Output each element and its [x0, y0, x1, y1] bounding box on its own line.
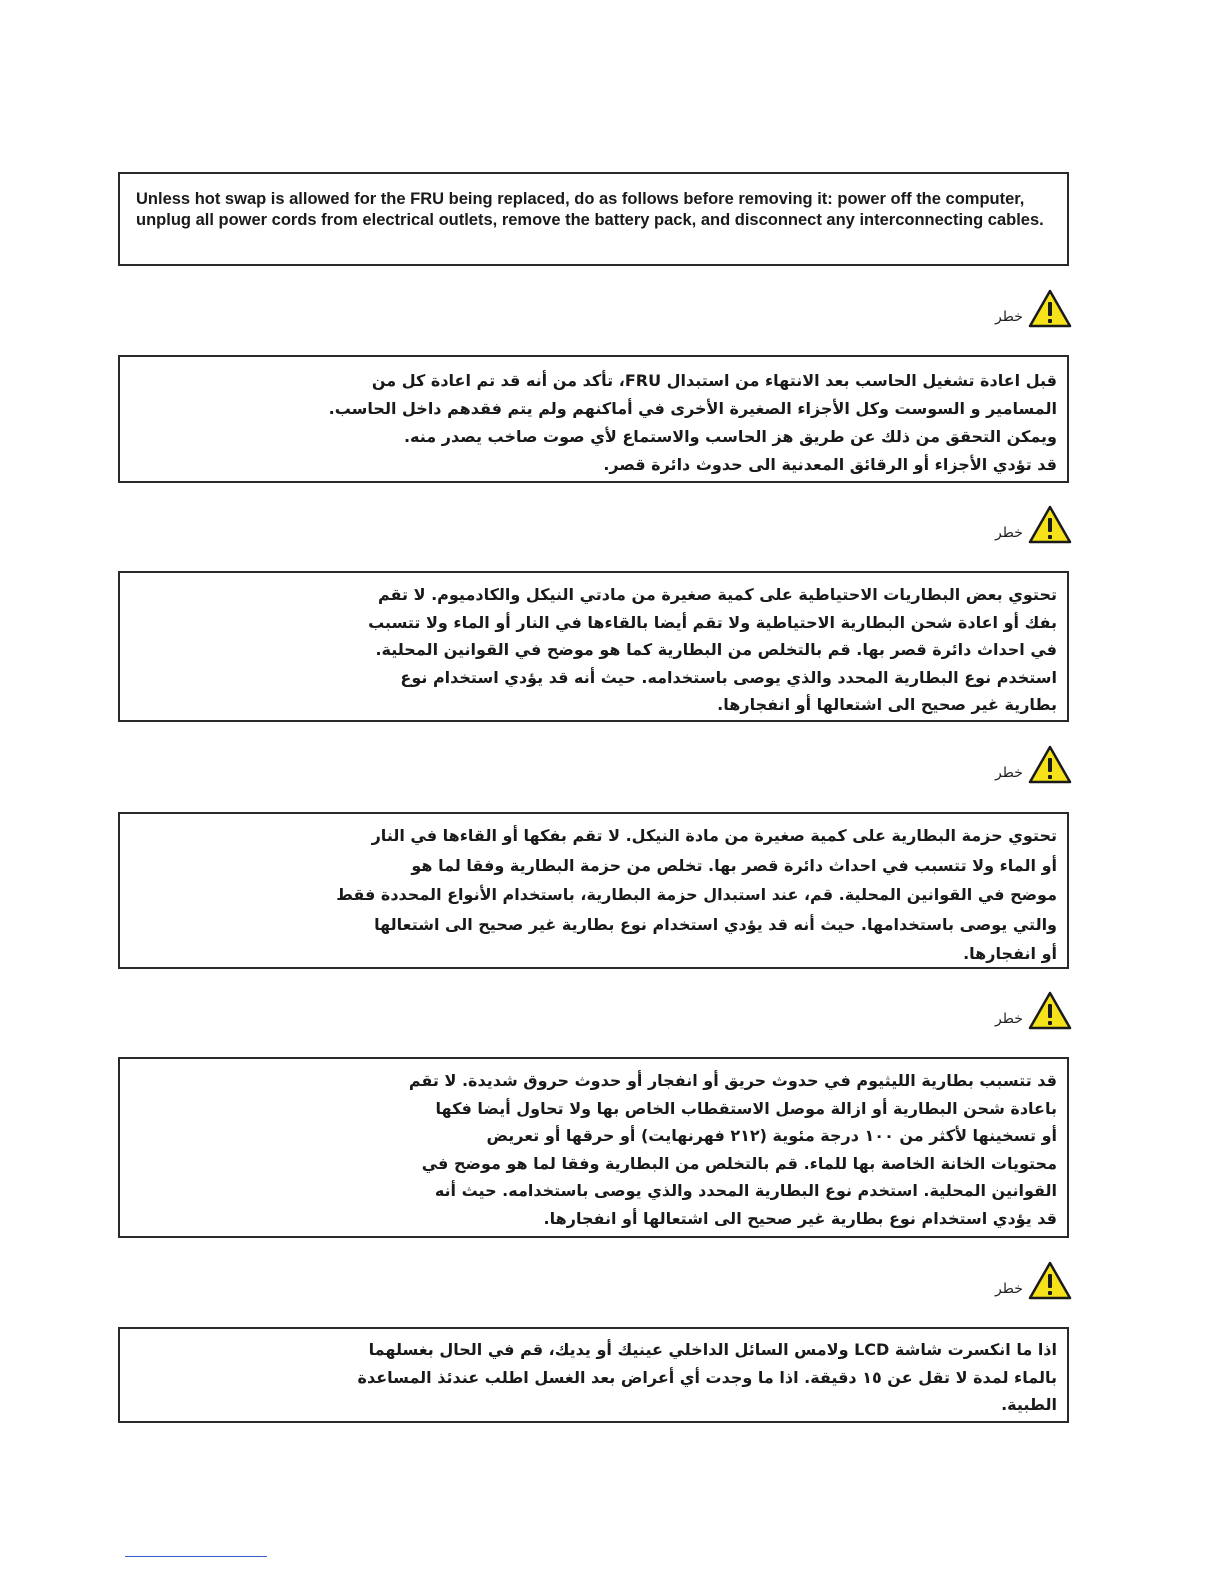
danger-label: خطر: [995, 309, 1023, 325]
danger-3-line: تحتوي حزمة البطارية على كمية صغيرة من مادة النيكل. لا تقم بفكها أو القاءها في النار: [371, 826, 1057, 845]
danger-4-line: القوانين المحلية. استخدم نوع البطارية المحدد والذي يوصى باستخدامه. حيث أنه: [434, 1181, 1057, 1200]
warning-triangle-icon: [1028, 505, 1072, 545]
danger-5-line: بالماء لمدة لا تقل عن ١٥ دقيقة. اذا ما وجدت أي أعراض بعد الغسل اطلب عندئذ المساعدة: [357, 1367, 1057, 1387]
danger-2-line: استخدم نوع البطارية المحدد والذي يوصى باستخدامه. حيث أنه قد يؤدي استخدام نوع: [400, 667, 1057, 687]
warning-triangle-icon: [1028, 1261, 1072, 1301]
danger-box-1: [118, 355, 1069, 483]
danger-1-line: قبل اعادة تشغيل الحاسب بعد الانتهاء من استبدال FRU، تأكد من أنه قد تم اعادة كل من: [371, 371, 1057, 390]
danger-heading-3: [995, 745, 1075, 787]
danger-box-4: [118, 1057, 1069, 1238]
danger-1-line: ويمكن التحقق من ذلك عن طريق هز الحاسب والاستماع لأي صوت صاخب يصدر منه.: [403, 427, 1057, 446]
danger-1-line: قد تؤدي الأجزاء أو الرقائق المعدنية الى حدوث دائرة قصر.: [603, 455, 1057, 474]
danger-4-line: باعادة شحن البطارية أو ازالة موصل الاستقطاب الخاص بها ولا تحاول أيضا فكها: [435, 1098, 1057, 1118]
warning-triangle-icon: [1028, 745, 1072, 785]
danger-heading-2: [995, 505, 1075, 547]
danger-4-line: قد تتسبب بطارية الليثيوم في حدوث حريق أو انفجار أو حدوث حروق شديدة. لا تقم: [408, 1071, 1057, 1090]
danger-4-line: أو تسخينها لأكثر من ١٠٠ درجة مئوية (٢١٢ فهرنهايت) أو حرقها أو تعريض: [486, 1126, 1057, 1145]
danger-box-2: [118, 571, 1069, 722]
danger-2-line: بطارية غير صحيح الى اشتعالها أو انفجارها.: [717, 695, 1057, 714]
danger-4-line: محتويات الخانة الخاصة بها للماء. قم بالتخلص من البطارية وفقا لما هو موضح في: [421, 1153, 1057, 1173]
danger-heading-5: [995, 1261, 1075, 1303]
danger-5-line: اذا ما انكسرت شاشة LCD ولامس السائل الداخلي عينيك أو يديك، قم في الحال بغسلهما: [368, 1340, 1057, 1359]
danger-2-line: بفك أو اعادة شحن البطارية الاحتياطية ولا تقم أيضا بالقاءها في النار أو الماء ولا تتسبب: [368, 612, 1057, 632]
danger-box-3: [118, 812, 1069, 969]
danger-4-line: قد يؤدي استخدام نوع بطارية غير صحيح الى اشتعالها أو انفجارها.: [543, 1208, 1057, 1228]
danger-heading-1: [995, 289, 1075, 331]
danger-3-line: والتي يوصى باستخدامها. حيث أنه قد يؤدي استخدام نوع بطارية غير صحيح الى اشتعالها: [374, 914, 1057, 934]
footer-divider: [125, 1556, 267, 1557]
danger-3-line: أو انفجارها.: [963, 944, 1057, 963]
danger-1-line: المسامير و السوست وكل الأجزاء الصغيرة الأخرى في أماكنهم ولم يتم فقدهم داخل الحاسب.: [328, 399, 1057, 418]
danger-label: خطر: [995, 525, 1023, 541]
hot-swap-notice-text: Unless hot swap is allowed for the FRU being replaced, do as follows before removing it: power off the computer, unplug all power cords from electrical outlets, remove the battery pack, and disconnect any interconnecting cables.: [136, 190, 1044, 229]
danger-3-line: موضح في القوانين المحلية. قم، عند استبدال حزمة البطارية، باستخدام الأنواع المحددة فقط: [336, 885, 1057, 904]
hot-swap-notice: [118, 172, 1069, 266]
danger-heading-4: [995, 991, 1075, 1033]
danger-label: خطر: [995, 1281, 1023, 1297]
danger-3-line: أو الماء ولا تتسبب في احداث دائرة قصر بها. تخلص من حزمة البطارية وفقا لما هو: [411, 855, 1057, 875]
warning-triangle-icon: [1028, 991, 1072, 1031]
danger-box-5: [118, 1327, 1069, 1423]
danger-2-line: تحتوي بعض البطاريات الاحتياطية على كمية صغيرة من مادتي النيكل والكادميوم. لا تقم: [377, 585, 1057, 604]
danger-label: خطر: [995, 1011, 1023, 1027]
danger-5-line: الطبية.: [1001, 1395, 1057, 1414]
danger-label: خطر: [995, 765, 1023, 781]
warning-triangle-icon: [1028, 289, 1072, 329]
danger-2-line: في احداث دائرة قصر بها. قم بالتخلص من البطارية كما هو موضح في القوانين المحلية.: [375, 640, 1057, 659]
